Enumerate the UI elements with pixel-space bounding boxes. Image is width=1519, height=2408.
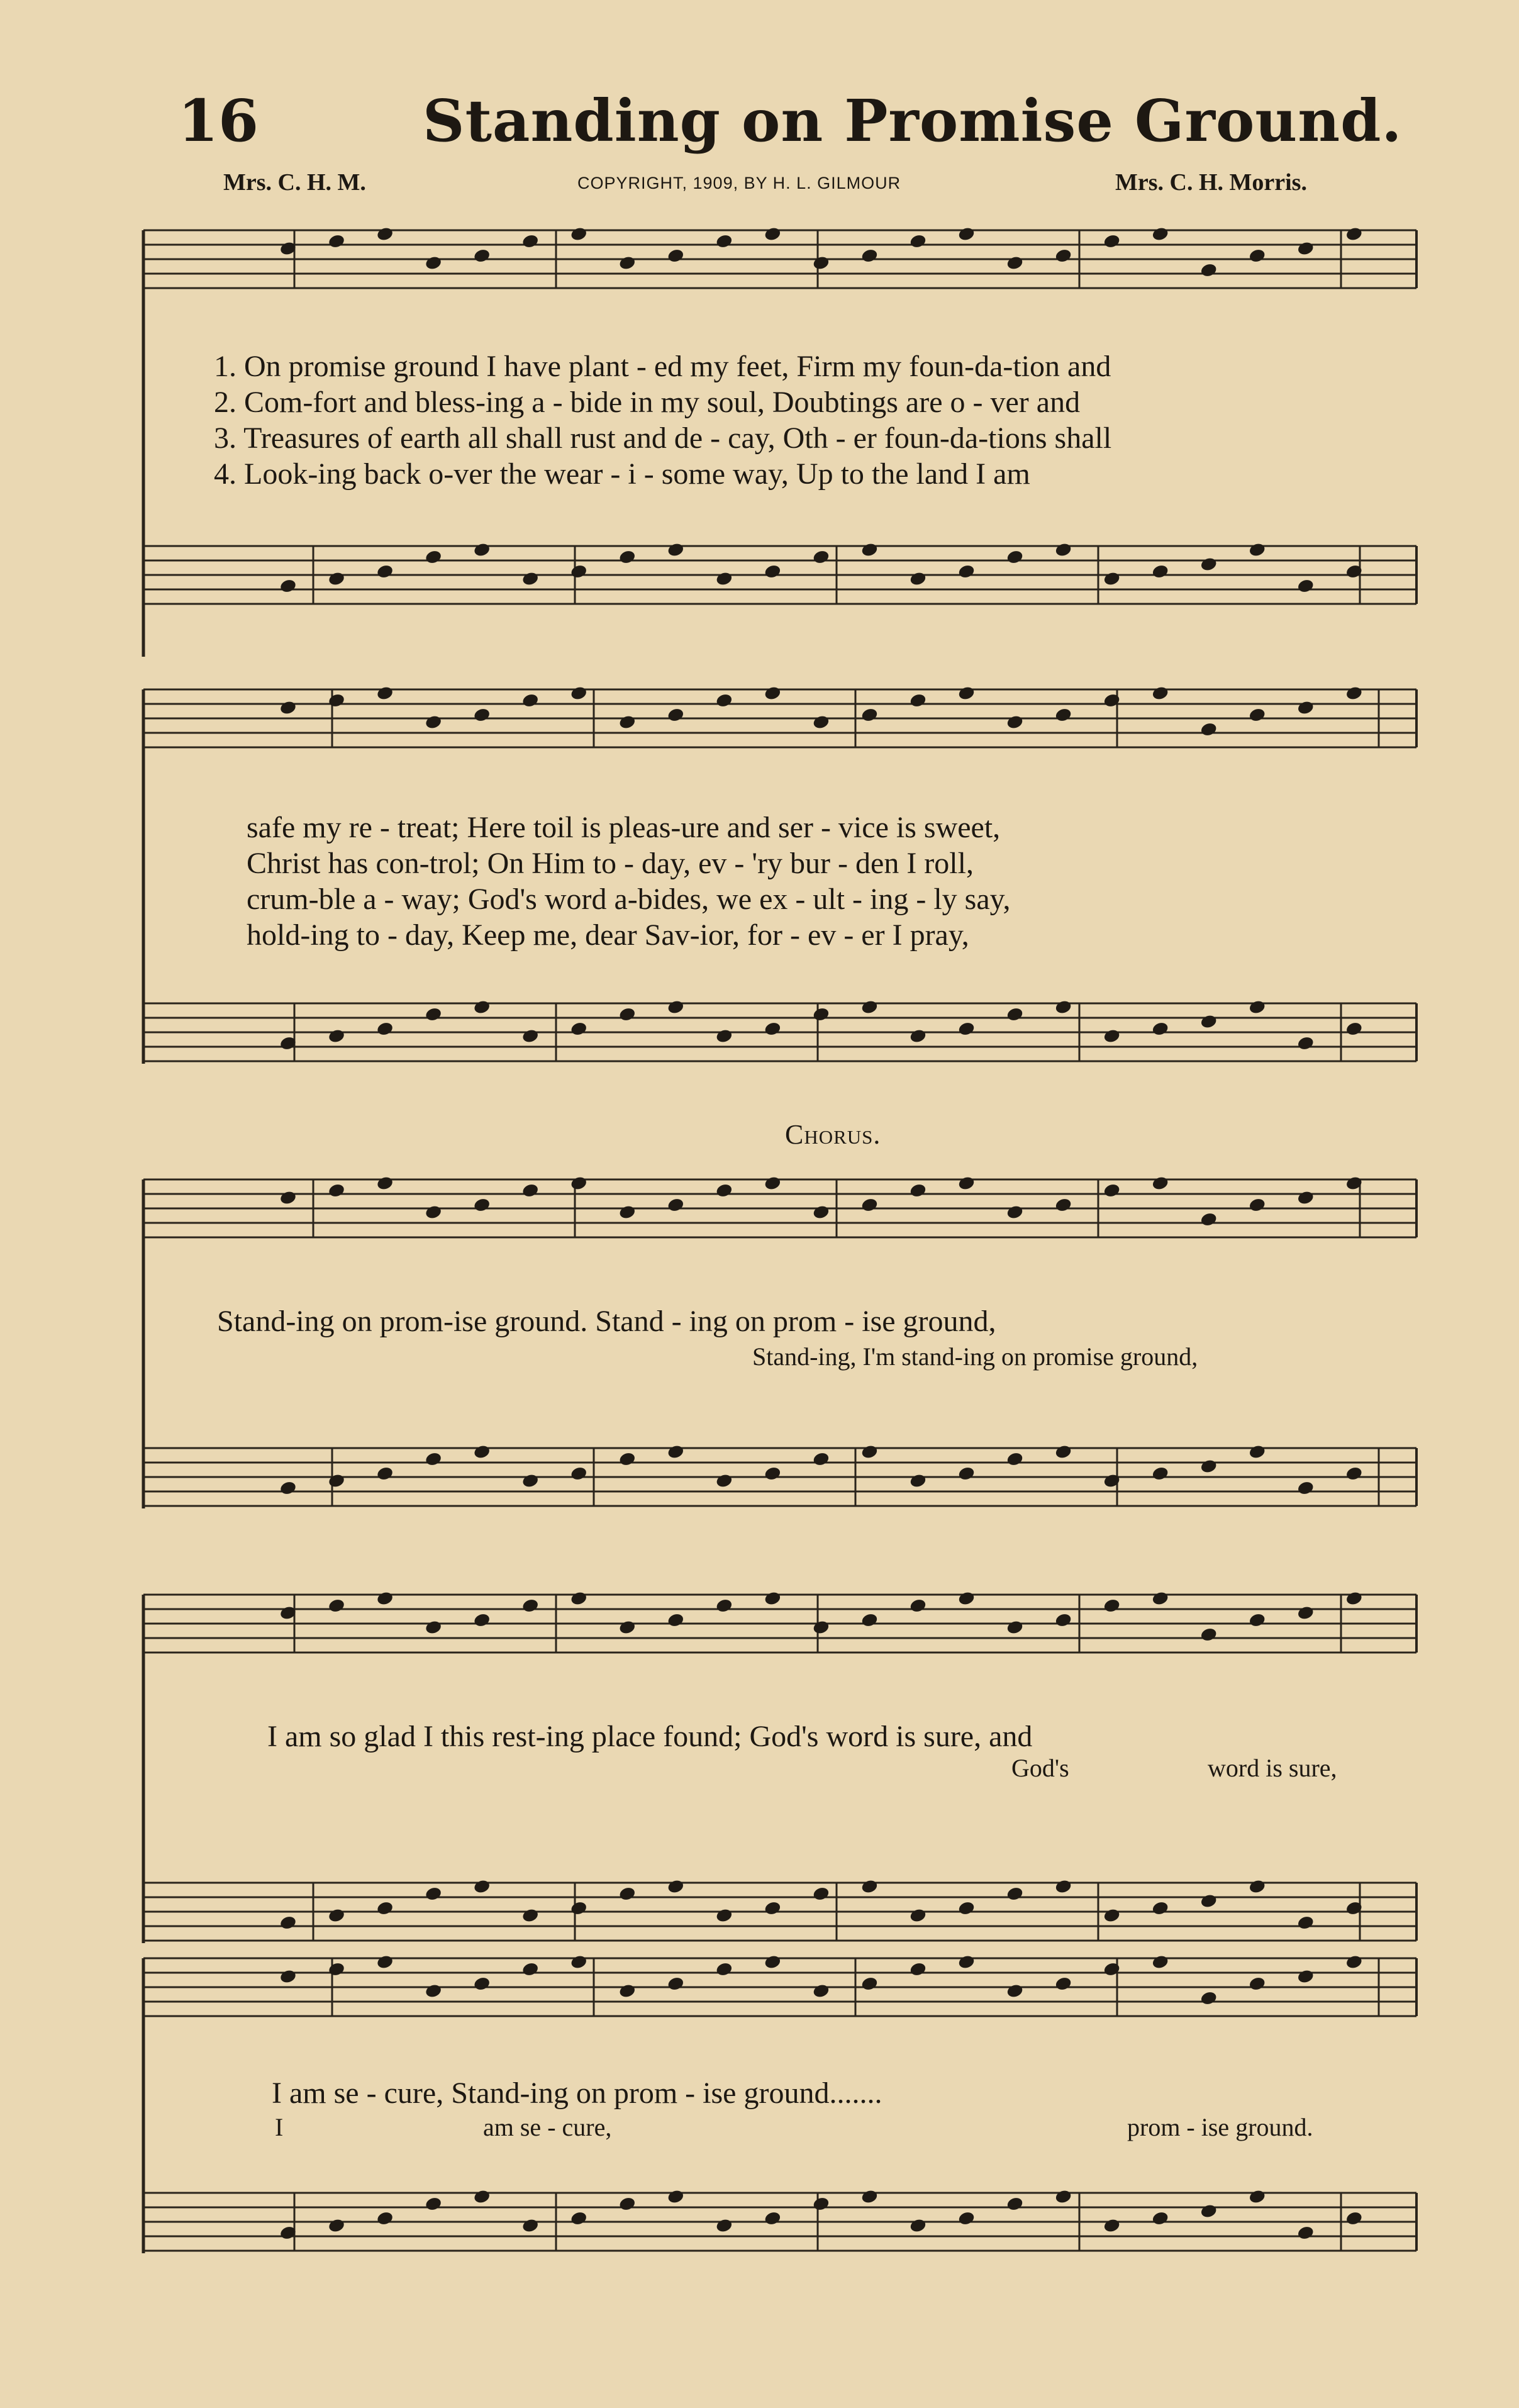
note-head: [909, 1907, 927, 1923]
note-head: [1151, 685, 1169, 701]
note-head: [812, 714, 830, 730]
note-head: [1248, 1197, 1266, 1213]
note-head: [812, 1983, 830, 1998]
note-head: [376, 1466, 394, 1481]
note-heads: [279, 226, 1364, 2241]
note-head: [279, 1480, 298, 1496]
note-head: [1199, 722, 1218, 737]
note-head: [1006, 714, 1024, 730]
verse-3-line-2: crum-ble a - way; God's word a-bides, we ex - ult - ing - ly say,: [247, 883, 1011, 916]
note-head: [860, 248, 879, 264]
chorus-line-1-bass: Stand-ing, I'm stand-ing on promise ground,: [752, 1342, 1198, 1371]
note-head: [667, 1976, 685, 1992]
note-head: [957, 564, 976, 579]
note-head: [1151, 564, 1169, 579]
note-head: [1296, 700, 1315, 715]
chorus-line-3-bass-b: am se - cure,: [483, 2113, 612, 2141]
note-head: [1296, 2225, 1315, 2241]
note-head: [909, 233, 927, 249]
note-head: [328, 1598, 346, 1614]
note-head: [1006, 1451, 1024, 1467]
note-head: [860, 2188, 879, 2204]
note-head: [715, 1183, 733, 1198]
note-head: [473, 707, 491, 723]
note-head: [715, 2217, 733, 2233]
note-head: [473, 1197, 491, 1213]
note-head: [425, 1619, 443, 1635]
note-head: [570, 1021, 588, 1037]
note-head: [1199, 262, 1218, 278]
note-head: [376, 685, 394, 701]
note-head: [764, 1175, 782, 1191]
note-head: [1054, 999, 1072, 1015]
note-head: [473, 999, 491, 1015]
chorus-line-2-bass-b: word is sure,: [1208, 1754, 1337, 1782]
note-head: [570, 1590, 588, 1606]
note-head: [618, 1451, 637, 1467]
note-head: [667, 1612, 685, 1628]
note-head: [764, 685, 782, 701]
note-head: [1151, 1021, 1169, 1037]
note-head: [957, 685, 976, 701]
note-head: [328, 1907, 346, 1923]
note-head: [860, 1197, 879, 1213]
note-head: [1345, 1954, 1363, 1970]
hymn-title: Standing on Promise Ground.: [423, 87, 1403, 155]
note-head: [279, 1968, 298, 1984]
note-head: [521, 1183, 540, 1198]
note-head: [473, 542, 491, 557]
note-head: [1199, 1212, 1218, 1227]
note-head: [715, 233, 733, 249]
note-head: [667, 707, 685, 723]
note-head: [1006, 1619, 1024, 1635]
note-head: [1054, 1878, 1072, 1894]
note-head: [376, 1590, 394, 1606]
note-head: [425, 2196, 443, 2212]
note-head: [521, 1473, 540, 1488]
note-head: [812, 2196, 830, 2212]
note-head: [1103, 2217, 1121, 2233]
note-head: [1199, 1458, 1218, 1474]
note-head: [376, 1900, 394, 1916]
verse-3-line-1: 3. Treasures of earth all shall rust and de - cay, Oth - er foun-da-tions shall: [214, 421, 1112, 455]
note-head: [279, 578, 298, 594]
composer-credit: Mrs. C. H. Morris.: [1115, 169, 1307, 196]
note-head: [1006, 1204, 1024, 1220]
note-head: [328, 2217, 346, 2233]
note-head: [328, 1961, 346, 1977]
note-head: [957, 1954, 976, 1970]
note-head: [376, 1954, 394, 1970]
note-head: [328, 693, 346, 708]
note-head: [1103, 1028, 1121, 1044]
note-head: [376, 1021, 394, 1037]
note-head: [376, 1175, 394, 1191]
note-head: [764, 564, 782, 579]
note-head: [1248, 542, 1266, 557]
note-head: [957, 226, 976, 242]
note-head: [328, 1473, 346, 1488]
verse-2-line-2: Christ has con-trol; On Him to - day, ev - 'ry bur - den I roll,: [247, 847, 974, 880]
note-head: [1103, 1598, 1121, 1614]
note-head: [521, 1028, 540, 1044]
note-head: [425, 1983, 443, 1998]
note-head: [1103, 1473, 1121, 1488]
note-head: [1296, 1190, 1315, 1205]
note-head: [1296, 240, 1315, 256]
note-head: [909, 1598, 927, 1614]
note-head: [860, 1612, 879, 1628]
note-head: [1199, 1893, 1218, 1909]
chorus-line-3-bass-c: prom - ise ground.: [1127, 2113, 1313, 2141]
note-head: [1151, 1954, 1169, 1970]
note-head: [1006, 1983, 1024, 1998]
note-head: [860, 707, 879, 723]
chorus-line-2: I am so glad I this rest-ing place found; God's word is sure, and: [267, 1720, 1033, 1753]
note-head: [473, 1976, 491, 1992]
note-head: [667, 1878, 685, 1894]
note-head: [909, 2217, 927, 2233]
note-head: [570, 685, 588, 701]
note-head: [1103, 571, 1121, 586]
note-head: [1345, 2210, 1363, 2226]
note-head: [667, 999, 685, 1015]
note-head: [812, 549, 830, 565]
note-head: [1006, 549, 1024, 565]
note-head: [1103, 693, 1121, 708]
note-head: [521, 693, 540, 708]
note-head: [1054, 1976, 1072, 1992]
note-head: [1054, 707, 1072, 723]
note-head: [667, 2188, 685, 2204]
note-head: [1054, 1444, 1072, 1459]
note-head: [957, 1175, 976, 1191]
note-head: [473, 248, 491, 264]
note-head: [764, 1954, 782, 1970]
note-head: [521, 571, 540, 586]
note-head: [1006, 255, 1024, 270]
note-head: [860, 1444, 879, 1459]
note-head: [521, 233, 540, 249]
note-head: [1006, 2196, 1024, 2212]
note-head: [618, 1006, 637, 1022]
note-head: [764, 1021, 782, 1037]
note-head: [812, 1204, 830, 1220]
note-head: [618, 255, 637, 270]
note-head: [521, 1961, 540, 1977]
copyright-notice: COPYRIGHT, 1909, BY H. L. GILMOUR: [577, 174, 901, 192]
note-head: [1248, 1976, 1266, 1992]
note-head: [860, 999, 879, 1015]
chorus-line-3: I am se - cure, Stand-ing on prom - ise ground.......: [272, 2076, 882, 2110]
note-head: [1151, 1900, 1169, 1916]
verse-4-line-1: 4. Look-ing back o-ver the wear - i - some way, Up to the land I am: [214, 457, 1030, 491]
note-head: [812, 255, 830, 270]
note-head: [1199, 1990, 1218, 2006]
note-head: [1345, 1466, 1363, 1481]
note-head: [812, 1006, 830, 1022]
note-head: [957, 1021, 976, 1037]
note-head: [1054, 1612, 1072, 1628]
note-head: [764, 226, 782, 242]
note-head: [667, 1444, 685, 1459]
note-head: [1054, 248, 1072, 264]
note-head: [328, 571, 346, 586]
note-head: [570, 1466, 588, 1481]
note-head: [957, 2210, 976, 2226]
chorus-heading: Chorus.: [785, 1119, 881, 1150]
note-head: [376, 564, 394, 579]
note-head: [1248, 707, 1266, 723]
note-head: [1248, 999, 1266, 1015]
note-head: [570, 1175, 588, 1191]
note-head: [1151, 1590, 1169, 1606]
note-head: [1054, 2188, 1072, 2204]
note-head: [812, 1451, 830, 1467]
note-head: [618, 714, 637, 730]
note-head: [376, 226, 394, 242]
note-head: [1151, 1466, 1169, 1481]
note-head: [618, 1983, 637, 1998]
note-head: [909, 1961, 927, 1977]
note-head: [1103, 1961, 1121, 1977]
note-head: [1248, 1878, 1266, 1894]
note-head: [715, 571, 733, 586]
note-head: [715, 1961, 733, 1977]
lyricist-credit: Mrs. C. H. M.: [223, 169, 366, 196]
note-head: [425, 255, 443, 270]
note-head: [1248, 1444, 1266, 1459]
note-head: [812, 1619, 830, 1635]
note-head: [328, 1183, 346, 1198]
note-head: [764, 1900, 782, 1916]
note-head: [715, 1028, 733, 1044]
note-head: [957, 1590, 976, 1606]
note-head: [764, 1590, 782, 1606]
note-head: [1006, 1006, 1024, 1022]
note-head: [1296, 1968, 1315, 1984]
staff-lines: [143, 230, 1416, 2253]
note-head: [1199, 1013, 1218, 1029]
note-head: [1054, 542, 1072, 557]
note-head: [909, 693, 927, 708]
note-head: [1345, 1021, 1363, 1037]
note-head: [1151, 2210, 1169, 2226]
note-head: [764, 2210, 782, 2226]
note-head: [473, 1444, 491, 1459]
note-head: [715, 693, 733, 708]
note-head: [812, 1886, 830, 1902]
chorus-line-1: Stand-ing on prom-ise ground. Stand - ing on prom - ise ground,: [217, 1305, 996, 1338]
note-head: [1296, 578, 1315, 594]
chorus-line-2-bass-a: God's: [1011, 1754, 1069, 1782]
note-head: [425, 1451, 443, 1467]
note-head: [1199, 556, 1218, 572]
note-head: [473, 1612, 491, 1628]
note-head: [570, 1954, 588, 1970]
note-head: [1345, 1590, 1363, 1606]
verse-4-line-2: hold-ing to - day, Keep me, dear Sav-ior, for - ev - er I pray,: [247, 918, 969, 952]
note-head: [860, 542, 879, 557]
note-head: [1345, 685, 1363, 701]
note-head: [860, 1976, 879, 1992]
note-head: [957, 1900, 976, 1916]
note-head: [715, 1907, 733, 1923]
note-head: [715, 1598, 733, 1614]
note-head: [570, 2210, 588, 2226]
note-head: [1199, 2203, 1218, 2219]
note-head: [473, 1878, 491, 1894]
note-head: [667, 542, 685, 557]
note-head: [425, 1886, 443, 1902]
note-head: [570, 226, 588, 242]
note-head: [328, 233, 346, 249]
note-head: [1248, 1612, 1266, 1628]
note-head: [1199, 1627, 1218, 1642]
note-head: [618, 1886, 637, 1902]
note-head: [1248, 248, 1266, 264]
note-head: [909, 1028, 927, 1044]
note-head: [1345, 226, 1363, 242]
note-head: [1248, 2188, 1266, 2204]
note-head: [521, 1598, 540, 1614]
note-head: [521, 1907, 540, 1923]
note-head: [1296, 1480, 1315, 1496]
verse-1-line-1: 1. On promise ground I have plant - ed my feet, Firm my foun-da-tion and: [214, 350, 1111, 383]
verse-2-line-1: 2. Com-fort and bless-ing a - bide in my soul, Doubtings are o - ver and: [214, 386, 1081, 419]
note-head: [1296, 1035, 1315, 1051]
note-head: [279, 1915, 298, 1931]
note-head: [1103, 233, 1121, 249]
note-head: [1103, 1183, 1121, 1198]
note-head: [570, 1900, 588, 1916]
note-head: [328, 1028, 346, 1044]
note-head: [909, 571, 927, 586]
note-head: [618, 2196, 637, 2212]
note-head: [425, 714, 443, 730]
note-head: [473, 2188, 491, 2204]
note-head: [957, 1466, 976, 1481]
note-head: [1296, 1605, 1315, 1620]
note-head: [764, 1466, 782, 1481]
note-head: [279, 700, 298, 715]
note-head: [279, 1190, 298, 1205]
note-head: [376, 2210, 394, 2226]
note-head: [425, 549, 443, 565]
hymn-number: 16: [178, 87, 259, 155]
note-head: [521, 2217, 540, 2233]
note-head: [425, 1204, 443, 1220]
note-head: [425, 1006, 443, 1022]
note-head: [1006, 1886, 1024, 1902]
note-head: [909, 1473, 927, 1488]
note-head: [618, 549, 637, 565]
note-head: [909, 1183, 927, 1198]
note-head: [667, 248, 685, 264]
note-head: [860, 1878, 879, 1894]
note-head: [618, 1619, 637, 1635]
note-head: [715, 1473, 733, 1488]
note-head: [570, 564, 588, 579]
note-head: [1103, 1907, 1121, 1923]
note-head: [1054, 1197, 1072, 1213]
note-head: [1151, 1175, 1169, 1191]
verse-1-line-2: safe my re - treat; Here toil is pleas-ure and ser - vice is sweet,: [247, 811, 1001, 844]
chorus-line-3-bass-a: I: [275, 2113, 284, 2141]
note-head: [1151, 226, 1169, 242]
note-head: [1296, 1915, 1315, 1931]
note-head: [667, 1197, 685, 1213]
note-head: [618, 1204, 637, 1220]
